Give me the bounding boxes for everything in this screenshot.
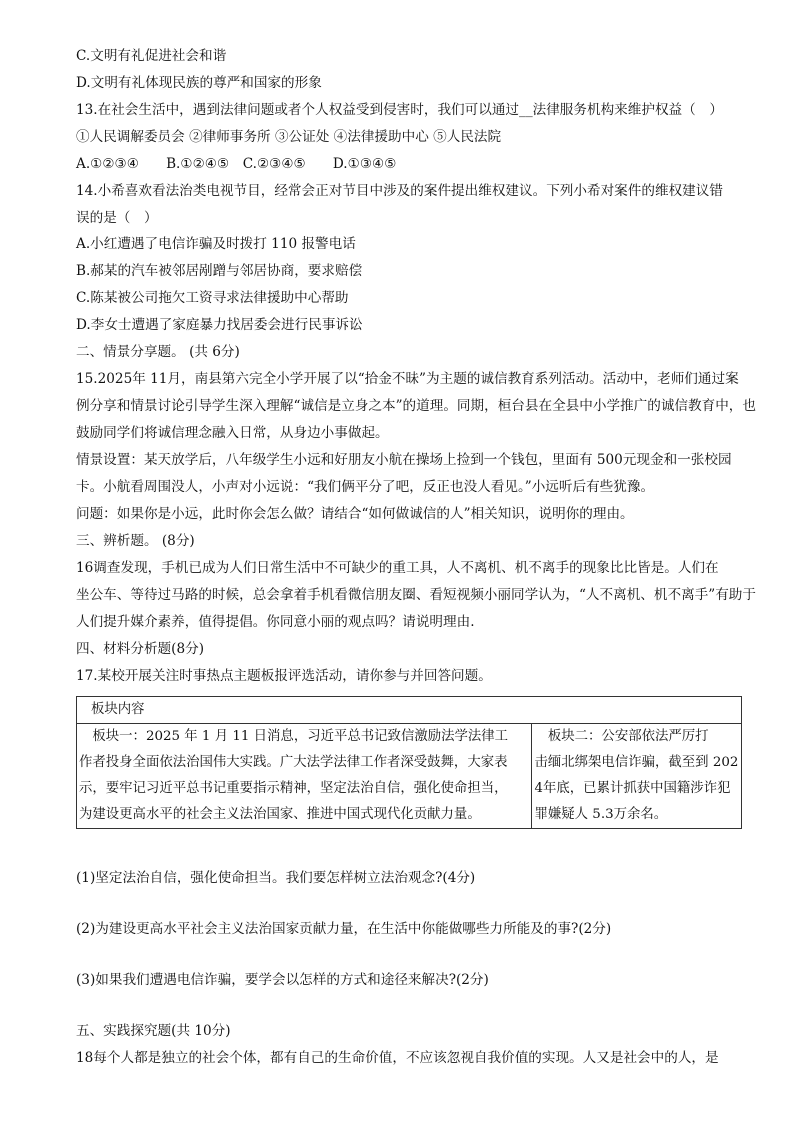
board-section-1	[77, 724, 532, 829]
q16-line2: 坐公车、等待过马路的时候，总会拿着手机看微信朋友圈、看短视频小丽同学认为，“人不离机、机不离手”有助于	[76, 587, 756, 603]
q14-option-c: C.陈某被公司拖欠工资寻求法律援助中心帮助	[76, 290, 349, 306]
q18-line1: 18每个人都是独立的社会个体，都有自己的生命价值，不应该忽视自我价值的实现。人又是社会中的人，是	[76, 1050, 719, 1066]
q15-para1-line3: 鼓励同学们将诚信理念融入日常，从身边小事做起。	[76, 425, 389, 441]
board-content-table	[76, 696, 742, 829]
q17-subquestion-1: (1)坚定法治自信，强化使命担当。我们要怎样树立法治观念?(4分)	[76, 870, 476, 886]
board-2-line4: 罪嫌疑人 5.3万余名。	[534, 807, 668, 822]
section-5-title: 五、实践探究题(共 10分)	[76, 1023, 231, 1039]
board-1-line4: 为建设更高水平的社会主义法治国家、推进中国式现代化贡献力量。	[79, 807, 481, 822]
board-1-line3: 示，要牢记习近平总书记重要指示精神，坚定法治自信，强化使命担当，	[79, 781, 508, 796]
section-4-title: 四、材料分析题(8分)	[76, 641, 205, 657]
q15-para1-line2: 例分享和情景讨论引导学生深入理解“诚信是立身之本”的道理。同期，桓台县在全县中小学推广的诚信教育中，也	[76, 398, 756, 414]
q16-line3: 人们提升媒介素养，值得提倡。你同意小丽的观点吗？请说明理由.	[76, 614, 475, 630]
q15-scenario-line1: 情景设置：某天放学后，八年级学生小远和好朋友小航在操场上捡到一个钱包，里面有 500元现金和一张校园	[76, 452, 732, 468]
board-1-line1: 板块一：2025 年 1 月 11 日消息，习近平总书记致信激励法学法律工	[79, 729, 509, 744]
table-header: 板块内容	[77, 697, 742, 724]
q15-para1-line1: 15.2025年 11月，南县第六完全小学开展了以“拾金不昧”为主题的诚信教育系列活动。活动中，老师们通过案	[76, 371, 739, 387]
section-3-title: 三、辨析题。 (8分)	[76, 533, 195, 549]
q14-option-a: A.小红遭遇了电信诈骗及时拨打 110 报警电话	[76, 236, 356, 252]
q13-items: ①人民调解委员会 ②律师事务所 ③公证处 ④法律援助中心 ⑤人民法院	[76, 129, 502, 145]
board-2-line3: 4年底，已累计抓获中国籍涉诈犯	[534, 781, 731, 796]
board-section-2	[532, 724, 742, 829]
q14-stem-line2: 误的是（ ）	[76, 210, 158, 226]
q13-options: A.①②③④ B.①②④⑤ C.②③④⑤ D.①③④⑤	[76, 156, 397, 172]
q17-intro: 17.某校开展关注时事热点主题板报评选活动，请你参与并回答问题。	[76, 668, 492, 684]
q14-stem-line1: 14.小希喜欢看法治类电视节目，经常会正对节目中涉及的案件提出维权建议。下列小希对案件的维权建议错	[76, 183, 723, 199]
section-2-title: 二、情景分享题。 (共 6分)	[76, 344, 240, 360]
board-2-line2: 击缅北绑架电信诈骗，截至到 202	[534, 755, 739, 770]
board-1-line2: 作者投身全面依法治国伟大实践。广大法学法律工作者深受鼓舞，大家表	[79, 755, 508, 770]
q14-option-b: B.郝某的汽车被邻居剐蹭与邻居协商，要求赔偿	[76, 263, 363, 279]
q14-option-d: D.李女士遭遇了家庭暴力找居委会进行民事诉讼	[76, 317, 363, 333]
q17-subquestion-3: (3)如果我们遭遇电信诈骗，要学会以怎样的方式和途径来解决?(2分)	[76, 972, 489, 988]
q13-stem: 13.在社会生活中，遇到法律问题或者个人权益受到侵害时，我们可以通过__法律服务机构来维护权益（ ）	[76, 102, 723, 118]
board-2-line1: 板块二：公安部依法严厉打	[534, 729, 709, 744]
q15-scenario-line2: 卡。小航看周围没人，小声对小远说：“我们俩平分了吧，反正也没人看见。”小远听后有些犹豫。	[76, 479, 655, 495]
q16-line1: 16调查发现，手机已成为人们日常生活中不可缺少的重工具，人不离机、机不离手的现象比比皆是。人们在	[76, 560, 719, 576]
q15-question: 问题：如果你是小远，此时你会怎么做？请结合“如何做诚信的人”相关知识，说明你的理由。	[76, 506, 634, 522]
q12-option-c: C.文明有礼促进社会和谐	[76, 48, 227, 64]
q12-option-d: D.文明有礼体现民族的尊严和国家的形象	[76, 75, 322, 91]
q17-subquestion-2: (2)为建设更高水平社会主义法治国家贡献力量，在生活中你能做哪些力所能及的事?(2分)	[76, 921, 612, 937]
